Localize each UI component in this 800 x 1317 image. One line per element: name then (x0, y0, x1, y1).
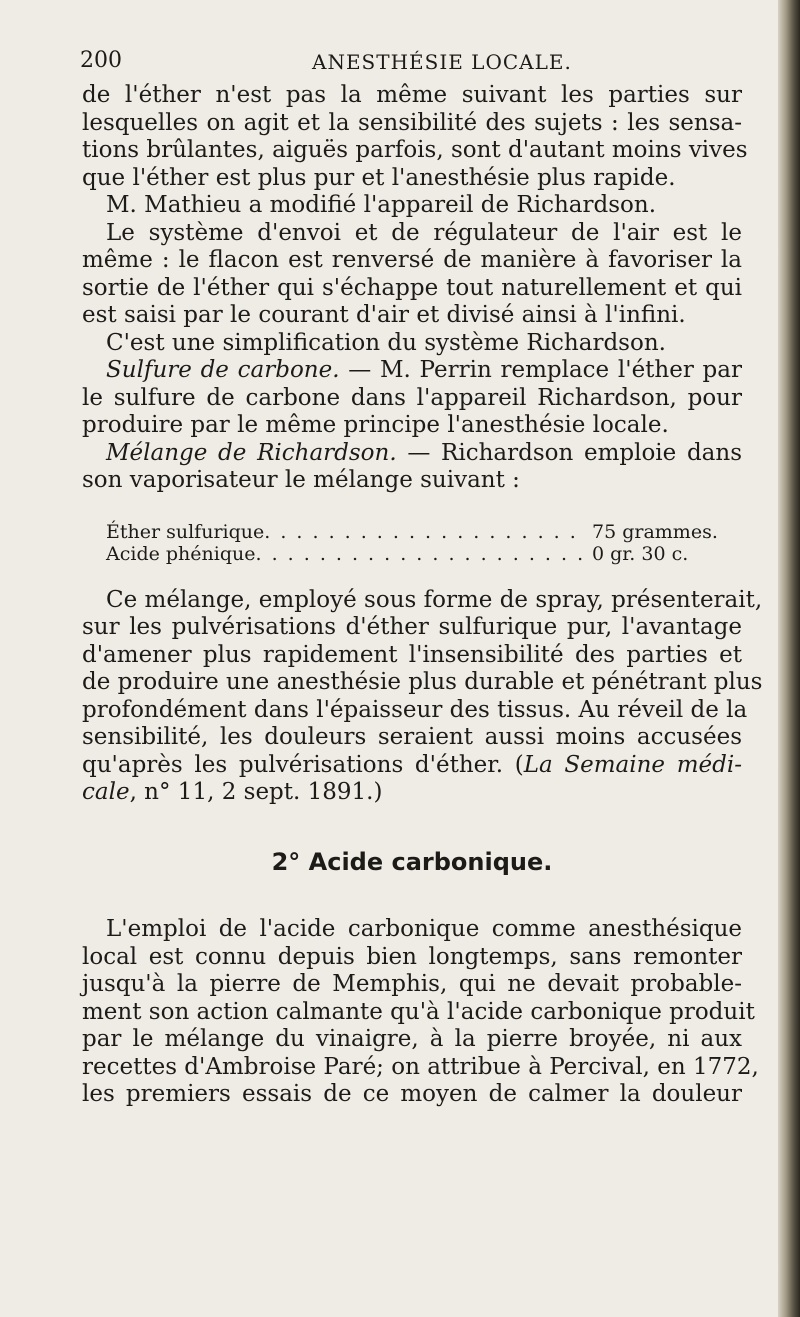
formula-row (106, 521, 742, 543)
text-line: sensibilité, les douleurs seraient aussi moins accusées (82, 724, 742, 750)
page-number: 200 (80, 48, 122, 73)
formula-row (106, 543, 742, 565)
text-line: de l'éther n'est pas la même suivant les parties sur (82, 82, 742, 108)
citation-line (82, 752, 742, 780)
text-line: les premiers essais de ce moyen de calmer la douleur (82, 1081, 742, 1107)
text-line: même : le flacon est renversé de manière à favoriser la (82, 247, 742, 273)
paragraph-sulfure-first-line (82, 357, 742, 385)
section-heading: 2° Acide carbonique. (271, 847, 553, 876)
text-line: jusqu'à la pierre de Memphis, qui ne devait probable- (82, 971, 742, 997)
sulfure-heading: Sulfure de carbone. (106, 357, 340, 383)
page-header (80, 48, 740, 78)
formula-quantity: 0 gr. 30 c. (592, 542, 689, 565)
text-line: Ce mélange, employé sous forme de spray, présenterait, (106, 586, 763, 613)
text-line: profondément dans l'épaisseur des tissus. Au réveil de la (82, 696, 748, 723)
text-line: ment son action calmante qu'à l'acide carbonique produit (82, 998, 755, 1025)
citation-line-end (82, 779, 742, 807)
text-line: qu'après les pulvérisations d'éther. (82, 751, 504, 778)
text-line: recettes d'Ambroise Paré; on attribue à Percival, en 1772, (82, 1053, 759, 1080)
formula-ingredient: Acide phénique (106, 542, 256, 565)
text-line: L'emploi de l'acide carbonique comme anesthésique (106, 916, 742, 942)
text-line: de produire une anesthésie plus durable et pénétrant plus (82, 669, 763, 695)
formula-quantity: 75 grammes. (592, 520, 718, 543)
running-head: ANESTHÉSIE LOCALE. (312, 50, 572, 74)
text-line: d'amener plus rapidement l'insensibilité des parties et (82, 641, 742, 668)
journal-title-end: cale (82, 779, 130, 805)
text-line: Le système d'envoi et de régulateur de l'air est le (106, 219, 742, 246)
text-line: produire par le même principe l'anesthésie locale. (82, 412, 669, 438)
formula-table (82, 521, 742, 565)
citation-reference: , n° 11, 2 sept. 1891.) (129, 779, 383, 805)
text-line: par le mélange du vinaigre, à la pierre broyée, ni aux (82, 1026, 742, 1052)
formula-ingredient: Éther sulfurique (106, 520, 265, 543)
paragraph-simplification: C'est une simplification du système Richardson. (106, 329, 666, 356)
journal-title: La Semaine médi- (523, 751, 742, 778)
text-line: le sulfure de carbone dans l'appareil Richardson, pour (82, 384, 742, 411)
text-line: sur les pulvérisations d'éther sulfurique pur, l'avantage (82, 614, 742, 640)
sulfure-text: — M. Perrin remplace l'éther par (339, 357, 742, 383)
melange-text: — Richardson emploie dans (396, 439, 743, 466)
paragraph-melange-first-line (82, 440, 742, 468)
text-line: est saisi par le courant d'air et divisé ainsi à l'infini. (82, 302, 686, 328)
citation-open: ( (503, 751, 524, 778)
text-line: local est connu depuis bien longtemps, sans remonter (82, 943, 742, 970)
page-body (82, 82, 763, 1109)
text-line: tions brûlantes, aiguës parfois, sont d'autant moins vives (82, 137, 748, 163)
text-line: que l'éther est plus pur et l'anesthésie plus rapide. (82, 164, 676, 191)
leader-dots (264, 521, 584, 543)
text-line: son vaporisateur le mélange suivant : (82, 467, 520, 493)
melange-heading: Mélange de Richardson. (106, 439, 397, 466)
page-edge-shadow (778, 0, 800, 1317)
leader-dots (256, 543, 585, 565)
text-line: sortie de l'éther qui s'échappe tout naturellement et qui (82, 274, 742, 301)
paragraph-mathieu: M. Mathieu a modifié l'appareil de Richardson. (106, 192, 657, 218)
text-line: lesquelles on agit et la sensibilité des sujets : les sensa- (82, 109, 742, 136)
